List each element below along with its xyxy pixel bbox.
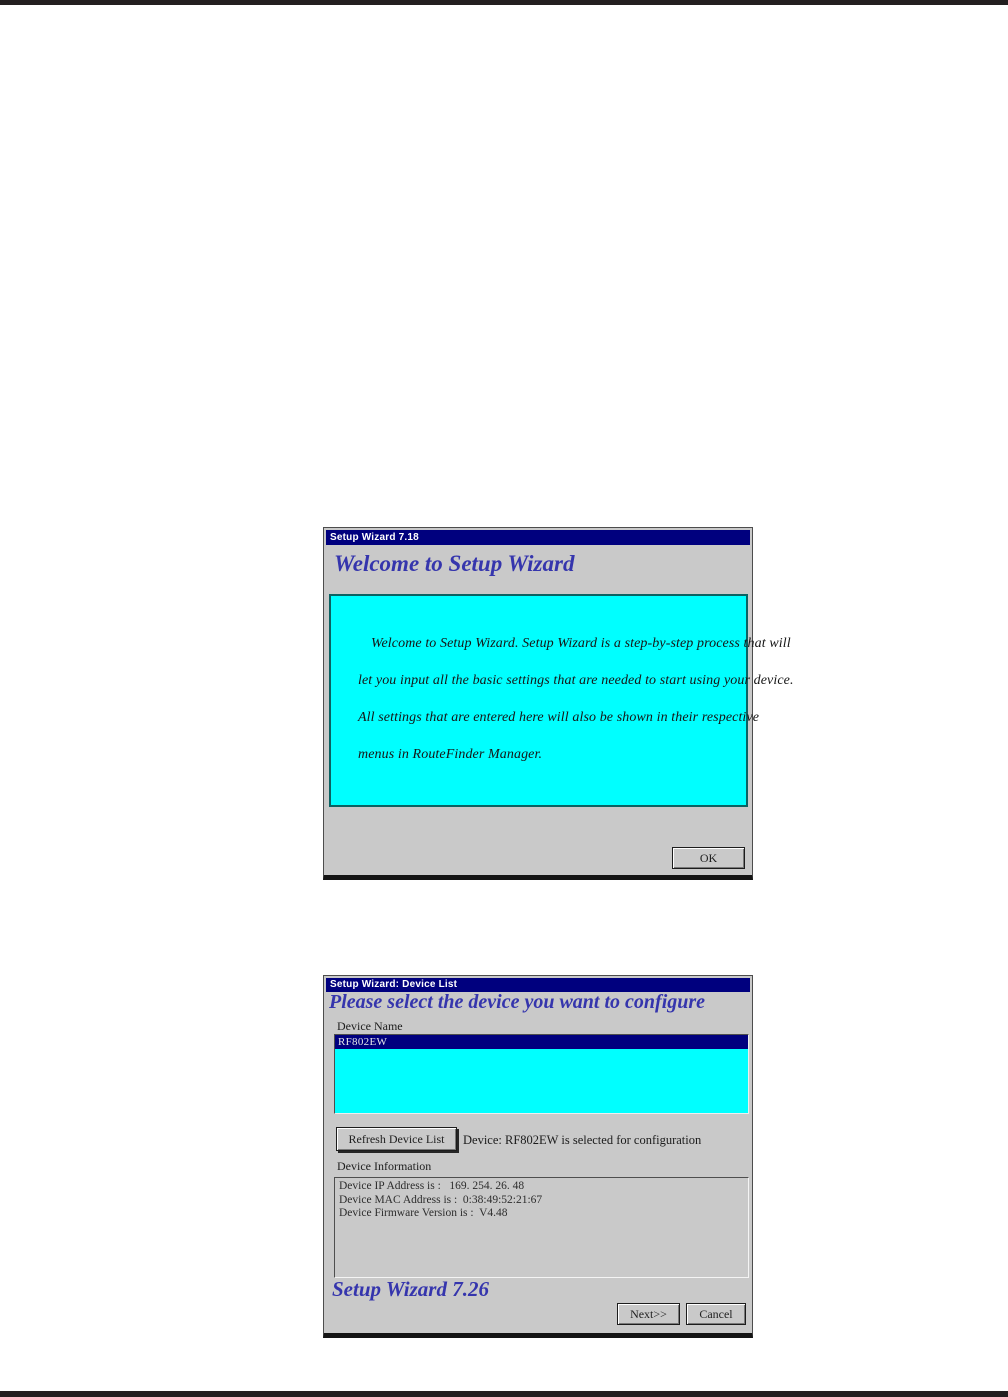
device-select-heading: Please select the device you want to configure bbox=[329, 991, 706, 1013]
device-firmware-line: Device Firmware Version is : V4.48 bbox=[339, 1207, 508, 1219]
device-information-box bbox=[334, 1177, 749, 1278]
window-title: Setup Wizard 7.18 bbox=[330, 532, 419, 543]
page-top-rule bbox=[0, 0, 1008, 5]
device-name-label: Device Name bbox=[337, 1019, 403, 1033]
setup-wizard-welcome-dialog bbox=[323, 527, 794, 880]
device-ip-line: Device IP Address is : 169. 254. 26. 48 bbox=[339, 1180, 525, 1192]
setup-wizard-device-list-dialog bbox=[323, 975, 753, 1338]
ok-button[interactable]: OK bbox=[672, 847, 745, 869]
page-bottom-rule bbox=[0, 1391, 1008, 1397]
cancel-button[interactable]: Cancel bbox=[686, 1303, 746, 1325]
welcome-text-line: All settings that are entered here will also be shown in their respective bbox=[358, 710, 760, 725]
device-list[interactable] bbox=[334, 1034, 749, 1114]
welcome-text-line: menus in RouteFinder Manager. bbox=[358, 747, 543, 762]
welcome-heading: Welcome to Setup Wizard bbox=[334, 551, 575, 576]
device-list-item-selected[interactable]: RF802EW bbox=[335, 1035, 748, 1049]
next-button[interactable]: Next>> bbox=[617, 1303, 680, 1325]
welcome-text-line: let you input all the basic settings that are needed to start using your device. bbox=[358, 673, 794, 688]
welcome-text-panel bbox=[329, 594, 794, 807]
wizard-version-text: Setup Wizard 7.26 bbox=[332, 1277, 489, 1301]
selection-status-text: Device: RF802EW is selected for configuration bbox=[463, 1133, 702, 1147]
device-mac-line: Device MAC Address is : 0:38:49:52:21:67 bbox=[339, 1193, 543, 1206]
titlebar bbox=[326, 530, 750, 545]
refresh-device-list-button[interactable]: Refresh Device List bbox=[336, 1127, 457, 1151]
welcome-text-line: Welcome to Setup Wizard. Setup Wizard is a step-by-step process that will bbox=[371, 636, 791, 651]
titlebar bbox=[326, 978, 750, 992]
device-information-label: Device Information bbox=[337, 1159, 432, 1173]
window-title: Setup Wizard: Device List bbox=[330, 979, 458, 990]
